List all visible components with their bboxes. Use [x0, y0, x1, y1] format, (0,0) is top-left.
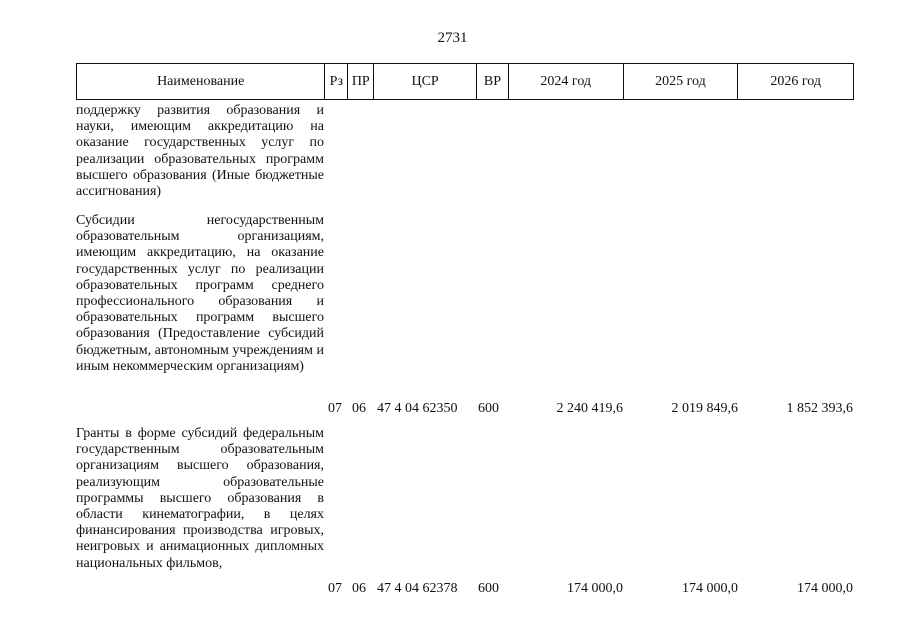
cell-pr: 06	[352, 401, 366, 416]
table-row-text: Субсидии негосударственным образовательным организациям, имеющим аккредитацию, на оказание государственных услуг по реализации образовательных программ среднего профессионального образования и образовательных программ высшего образования (Предоставление субсидий бюджетным, автономным учреждениям и иным некоммерческим организациям)	[76, 213, 324, 374]
cell-2025: 174 000,0	[682, 581, 738, 596]
cell-csr: 47 4 04 62350	[377, 401, 458, 416]
cell-2026: 1 852 393,6	[786, 401, 853, 416]
cell-vr: 600	[478, 581, 499, 596]
header-vr: ВР	[477, 64, 509, 99]
cell-2025: 2 019 849,6	[671, 401, 738, 416]
page-number: 2731	[437, 30, 468, 46]
cell-vr: 600	[478, 401, 499, 416]
cell-2024: 174 000,0	[567, 581, 623, 596]
header-pr: ПР	[348, 64, 374, 99]
table-header	[76, 63, 854, 100]
header-rz: Рз	[325, 64, 348, 99]
header-2024: 2024 год	[509, 64, 624, 99]
header-csr: ЦСР	[374, 64, 477, 99]
cell-pr: 06	[352, 581, 366, 596]
table-row-text: поддержку развития образования и науки, имеющим аккредитацию на оказание государственных услуг по реализации образовательных программ высшего образования (Иные бюджетные ассигнования)	[76, 103, 324, 200]
header-name: Наименование	[77, 64, 325, 99]
table-row-text: Гранты в форме субсидий федеральным государственным образовательным организациям высшего образования, реализующим образовательные программы высшего образования в области кинематографии, в целях финансирования производства игровых, неигровых и анимационных дипломных национальных фильмов,	[76, 426, 324, 571]
header-2025: 2025 год	[624, 64, 739, 99]
cell-rz: 07	[328, 581, 342, 596]
cell-csr: 47 4 04 62378	[377, 581, 458, 596]
header-2026: 2026 год	[770, 73, 821, 89]
cell-2024: 2 240 419,6	[556, 401, 623, 416]
cell-rz: 07	[328, 401, 342, 416]
cell-2026: 174 000,0	[797, 581, 853, 596]
